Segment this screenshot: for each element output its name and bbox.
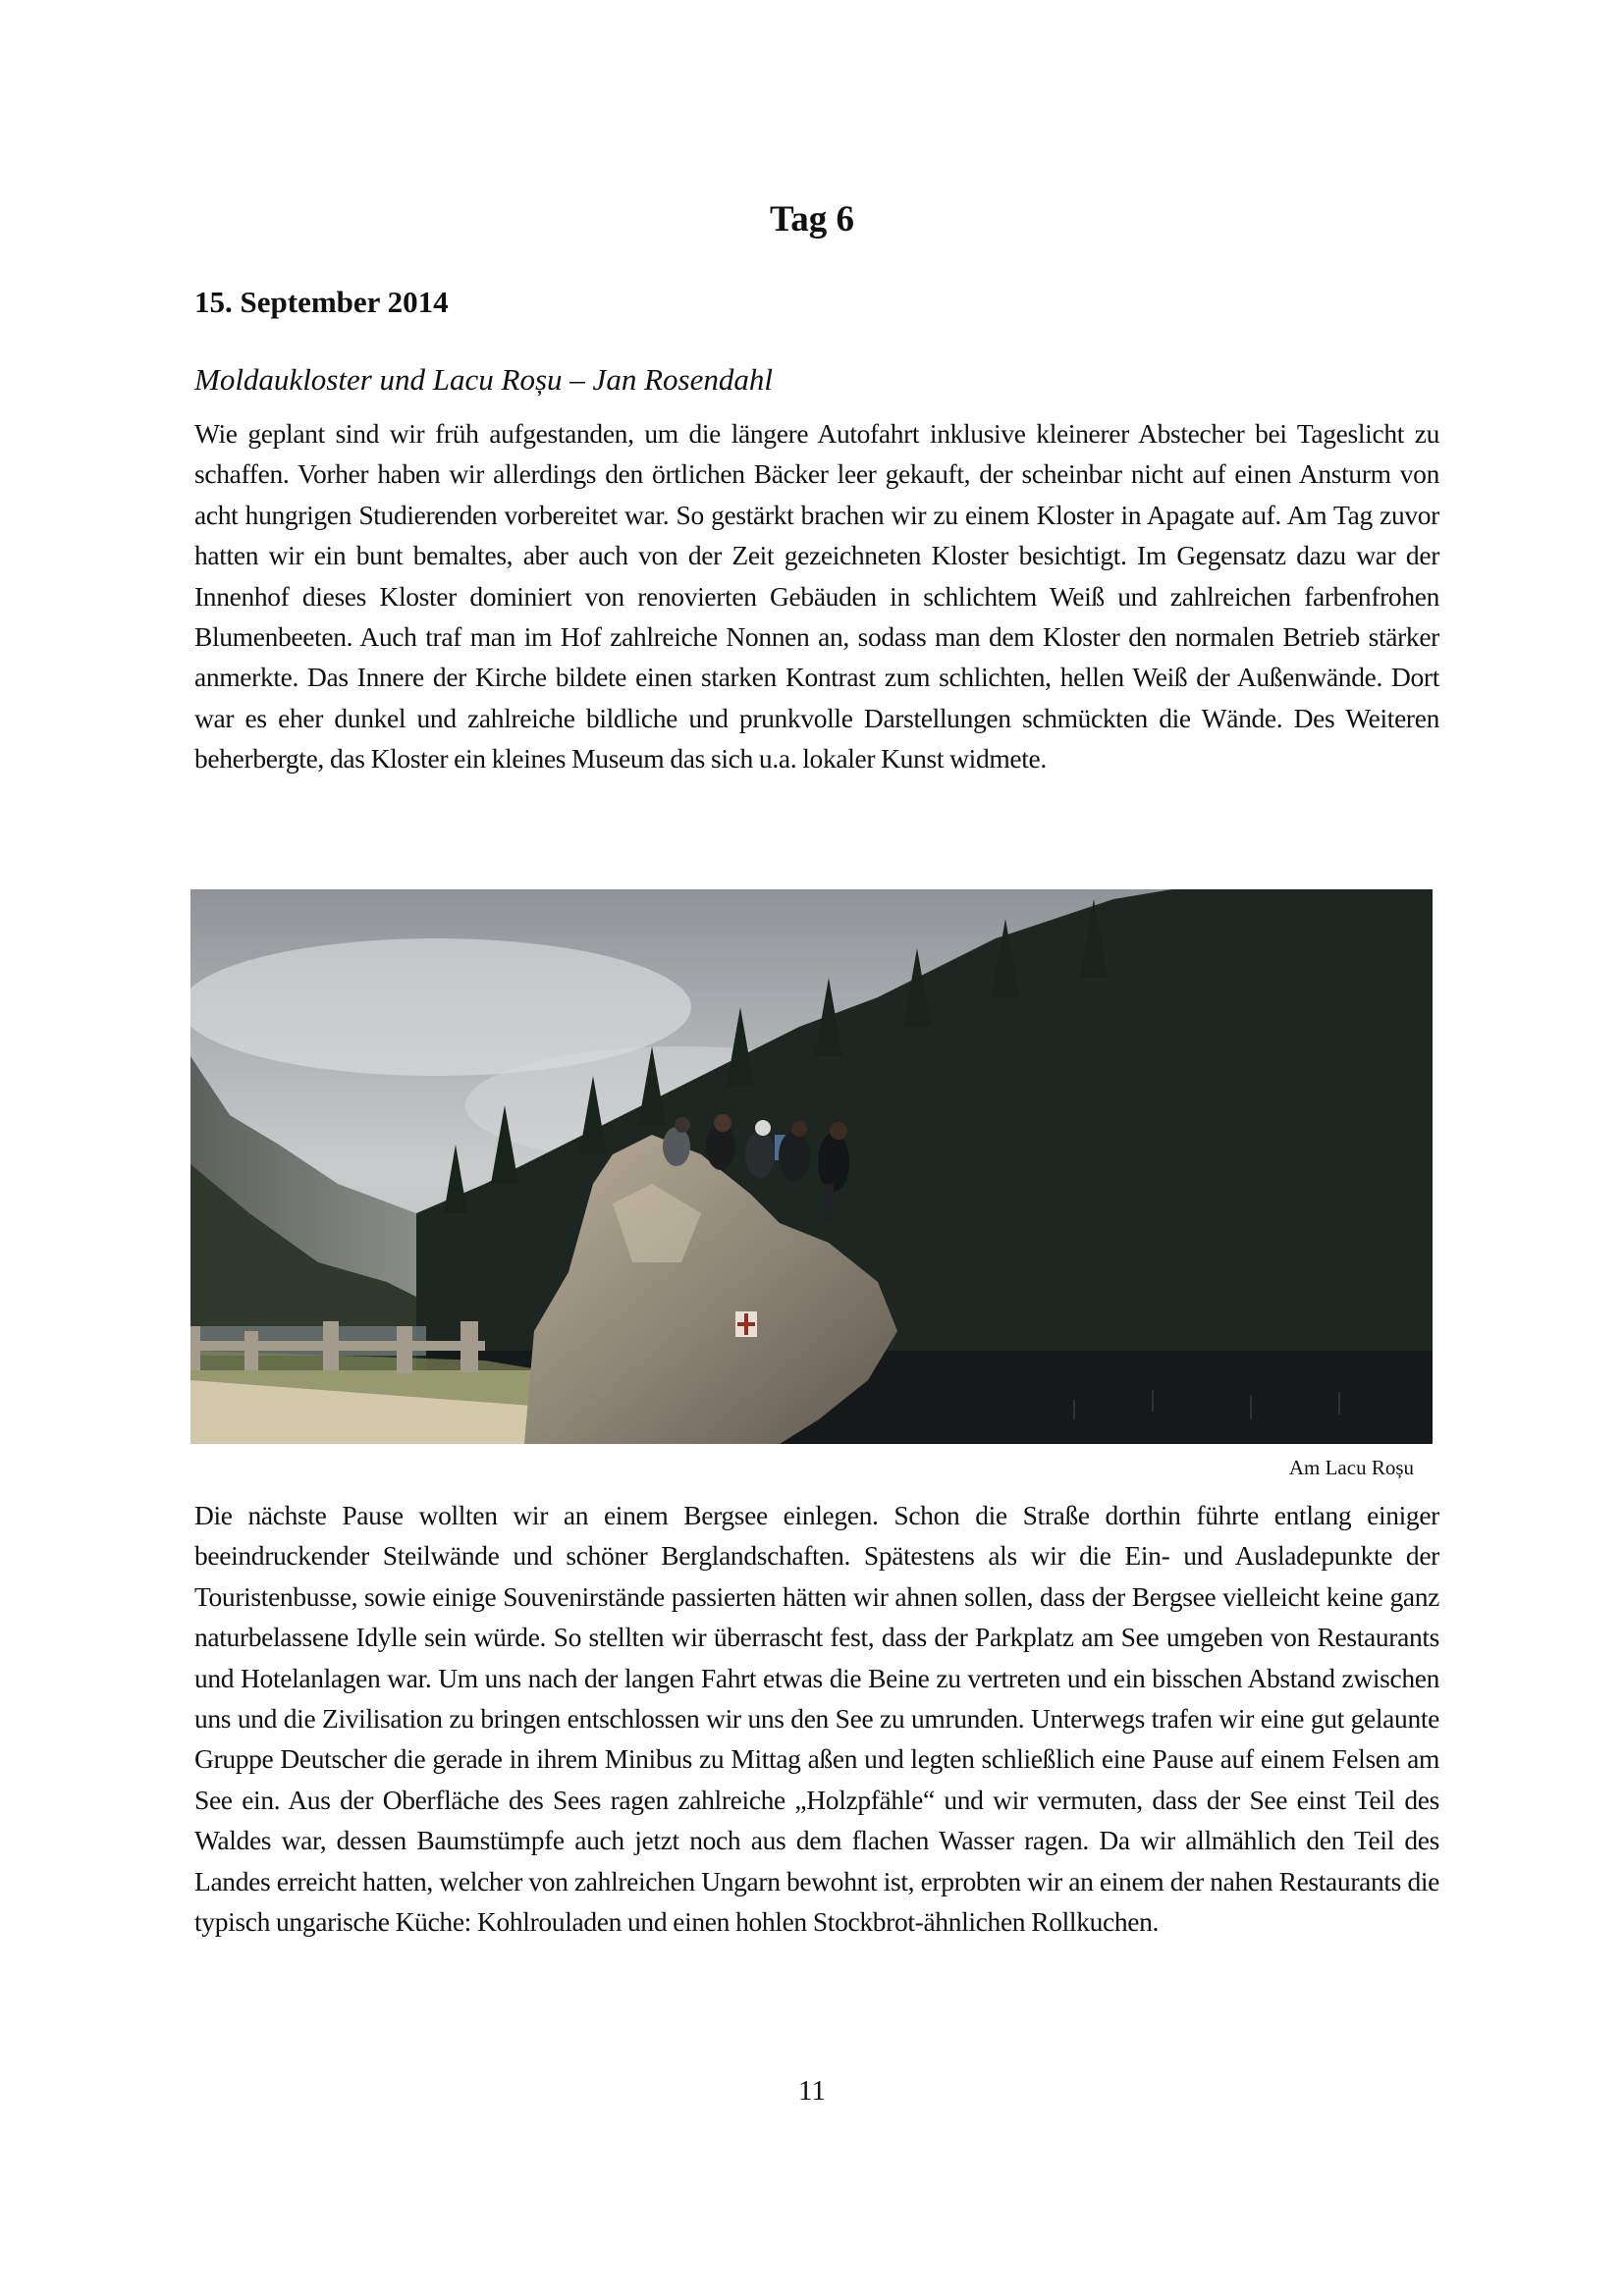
red-cross-trail-marker [735, 1311, 757, 1337]
lake-photo-scene [190, 889, 1433, 1444]
lake-photo [190, 889, 1433, 1444]
date-heading: 15. September 2014 [194, 285, 449, 319]
section-subtitle: Moldaukloster und Lacu Roșu – Jan Rosendahl [194, 362, 773, 397]
photo-caption: Am Lacu Roșu [1288, 1456, 1414, 1479]
page-number: 11 [798, 2075, 826, 2107]
paragraph-2: Die nächste Pause wollten wir an einem Bergsee einlegen. Schon die Straße dorthin führte entlang einiger beeindruckender Steilwände und schöner Berglandschaften. Spätestens als wir die Ein- und Ausladepunkte der Touristenbusse, sowie einige Souvenirstände passierten hätten wir ahnen sollen, dass der Bergsee vielleicht keine ganz naturbelassene Idylle sein würde. So stellten wir überrascht fest, dass der Parkplatz am See umgeben von Restaurants und Hotelanlagen war. Um uns nach der langen Fahrt etwas die Beine zu vertreten und ein bisschen Abstand zwischen uns und die Zivilisation zu bringen entschlossen wir uns den See zu umrunden. Unterwegs trafen wir eine gut gelaunte Gruppe Deutscher die gerade in ihrem Minibus zu Mittag aßen und legten schließlich eine Pause auf einem Felsen am See ein. Aus der Oberfläche des Sees ragen zahlreiche „Holzpfähle“ und wir vermuten, dass der See einst Teil des Waldes war, dessen Baumstümpfe auch jetzt noch aus dem flachen Wasser ragen. Da wir allmählich den Teil des Landes erreicht hatten, welcher von zahlreichen Ungarn bewohnt ist, erprobten wir an einem der nahen Restaurants die typisch ungarische Küche: Kohlrouladen und einen hohlen Stockbrot-ähnlichen Rollkuchen. [194, 1500, 1439, 1938]
paragraph-1: Wie geplant sind wir früh aufgestanden, um die längere Autofahrt inklusive kleinerer Abstecher bei Tageslicht zu schaffen. Vorher haben wir allerdings den örtlichen Bäcker leer gekauft, der scheinbar nicht auf einen Ansturm von acht hungrigen Studierenden vorbereitet war. So gestärkt brachen wir zu einem Kloster in Apagate auf. Am Tag zuvor hatten wir ein bunt bemaltes, aber auch von der Zeit gezeichneten Kloster besichtigt. Im Gegensatz dazu war der Innenhof dieses Kloster dominiert von renovierten Gebäuden in schlichtem Weiß und zahlreichen farbenfrohen Blumenbeeten. Auch traf man im Hof zahlreiche Nonnen an, sodass man dem Kloster den normalen Betrieb stärker anmerkte. Das Innere der Kirche bildete einen starken Kontrast zum schlichten, hellen Weiß der Außenwände. Dort war es eher dunkel und zahlreiche bildliche und prunkvolle Darstellungen schmückten die Wände. Des Weiteren beherbergte, das Kloster ein kleines Museum das sich u.a. lokaler Kunst widmete. [194, 418, 1439, 774]
page-title: Tag 6 [769, 199, 855, 240]
